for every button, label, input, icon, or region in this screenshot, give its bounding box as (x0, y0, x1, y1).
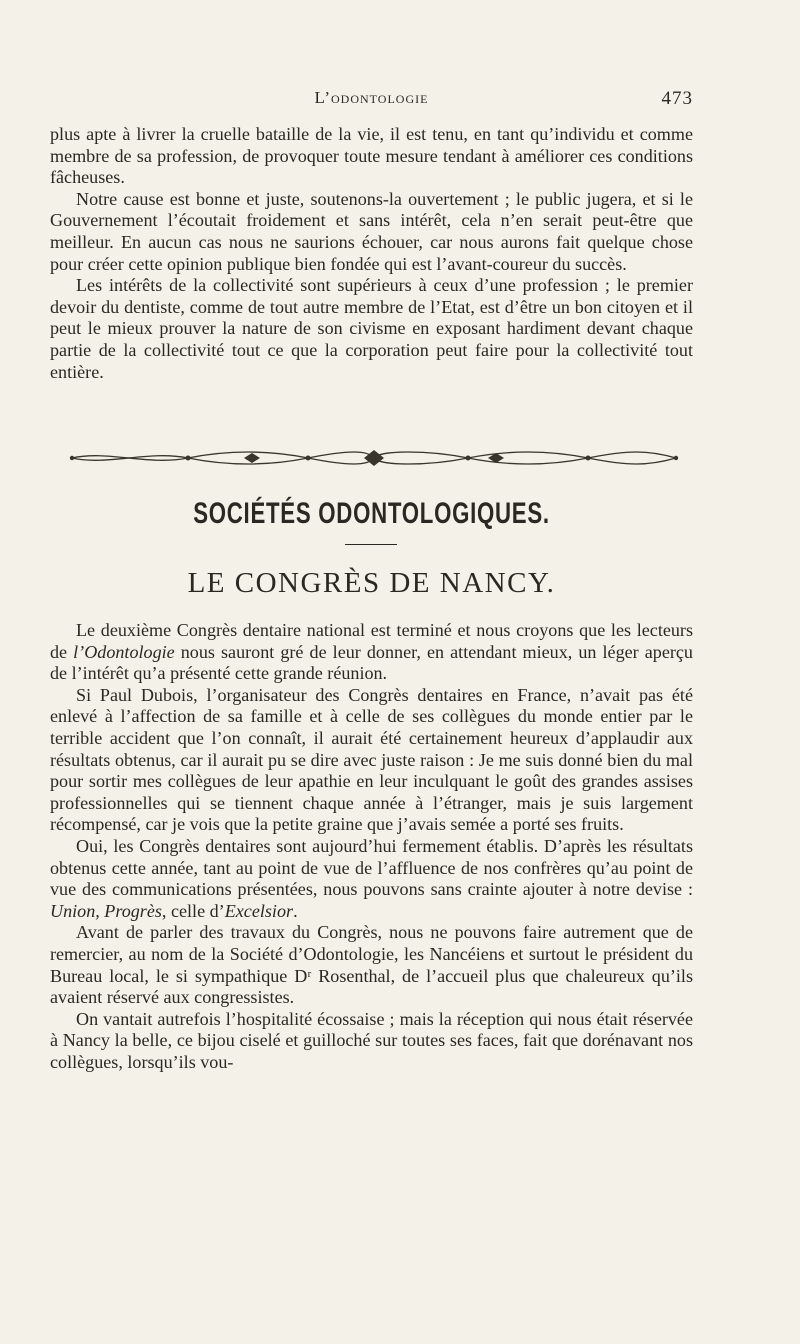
short-rule (345, 544, 397, 545)
running-head (50, 88, 693, 114)
intro-paragraph: Les intérêts de la collectivité sont supérieurs à ceux d’une profession ; le premier devoir du dentiste, comme de tout autre membre de l’Etat, est d’être un bon citoyen et il peut le mieux prouver la nature de son civisme en exposant hardiment devant chaque partie de la collectivité tout ce que la corporation peut faire pour la collectivité tout entière. (50, 275, 693, 382)
article-paragraph: Le deuxième Congrès dentaire national est terminé et nous croyons que les lecteurs de l’Odontologie nous sauront gré de leur donner, en attendant mieux, un léger aperçu de l’intérêt qu’a présenté cette grande réunion. (50, 620, 693, 684)
intro-paragraph: plus apte à livrer la cruelle bataille de la vie, il est tenu, en tant qu’individu et comme membre de sa profession, de provoquer toute mesure tendant à améliorer ces conditions fâcheuses. (50, 124, 693, 188)
running-title: L’odontologie (314, 88, 429, 107)
page-number: 473 (661, 88, 693, 109)
article-paragraph: Si Paul Dubois, l’organisateur des Congrès dentaires en France, n’avait pas été enlevé à l’affection de sa famille et à celle de ses collègues du monde entier par le terrible accident que l’on connaît, il aurait été certainement heureux d’applaudir aux résultats obtenus, car il aurait pu se dire avec juste raison : Je me suis donné bien du mal pour sortir mes collègues de leur apathie en leur inculquant le goût des grandes assises professionnelles qui se tiennent chaque année à l’étranger, mais je suis largement récompensé, car je vois que la petite graine que j’avais semée a porté ses fruits. (50, 684, 693, 835)
article-paragraph: Oui, les Congrès dentaires sont aujourd’hui fermement établis. D’après les résultats obtenus cette année, tant au point de vue de l’affluence de nos confrères qu’au point de vue des communications présentées, nous pouvons sans crainte ajouter à notre devise : Union, Progrès, celle d’Excelsior. (50, 835, 693, 921)
article-text (50, 620, 693, 1073)
article-paragraph: On vantait autrefois l’hospitalité écossaise ; mais la réception qui nous était réservée à Nancy la belle, ce bijou ciselé et guilloché sur toutes ses faces, fait que dorénavant nos collègues, lorsqu’ils vou- (50, 1008, 693, 1072)
article-title: LE CONGRÈS DE NANCY. (187, 567, 556, 599)
intro-paragraph: Notre cause est bonne et juste, soutenons-la ouvertement ; le public jugera, et si le Gouvernement l’écoutait froidement et sans intérêt, cela n’en serait peut-être que meilleur. En aucun cas nous ne saurions échouer, car nous aurons fait quelque chose pour créer cette opinion publique bien fondée qui est l’avant-coureur du succès. (50, 188, 693, 274)
intro-text (50, 124, 693, 383)
decorative-ornament-divider (68, 446, 680, 470)
section-heading: SOCIÉTÉS ODONTOLOGIQUES. (193, 497, 550, 530)
article-paragraph: Avant de parler des travaux du Congrès, nous ne pouvons faire autrement que de remercier, au nom de la Société d’Odontologie, les Nancéiens et surtout le président du Bureau local, le si sympathique Dʳ Rosenthal, de l’accueil plus que chaleureux qu’ils avaient réservé aux congressistes. (50, 922, 693, 1008)
